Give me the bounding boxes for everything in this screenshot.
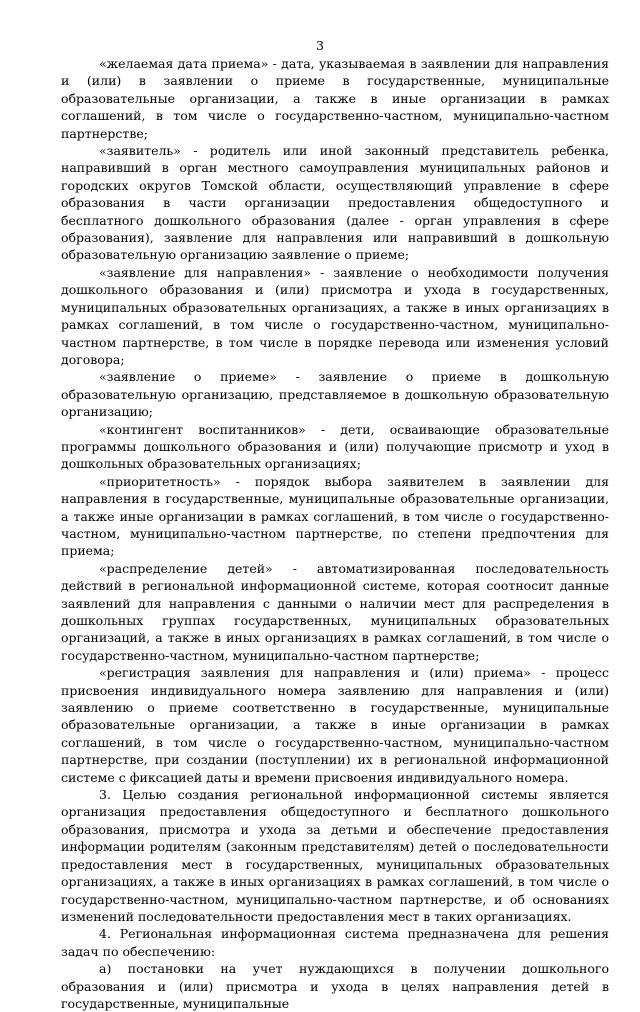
document-body — [61, 55, 609, 1012]
clause-4-tasks: 4. Региональная информационная система предназначена для решения задач по обеспечению: — [61, 926, 609, 959]
definition-applicant: «заявитель» - родитель или иной законный представитель ребенка, направивший в орган местного самоуправления муниципальных районов и городских округов Томской области, осуществляющий управление в сфере образования в части организации предоставления общедоступного и бесплатного дошкольного образования (далее - орган управления в сфере образования), заявление для направления или направивший в дошкольную образовательную организацию заявление о приеме; — [61, 143, 609, 263]
definition-pupil-contingent: «контингент воспитанников» - дети, осваивающие образовательные программы дошкольного образования и (или) получающие присмотр и уход в дошкольных образовательных организациях; — [61, 421, 609, 472]
page-number: 3 — [316, 38, 324, 53]
clause-4a-registration: а) постановки на учет нуждающихся в получении дошкольного образования и (или) присмотра и ухода в целях направления детей в государственные, муниципальные — [61, 961, 609, 1011]
definition-referral-application: «заявление для направления» - заявление о необходимости получения дошкольного образования и (или) присмотра и ухода в государственных, муниципальных образовательных организациях, а также в иных организациях в рамках соглашений, в том числе о государственно-частном, муниципально-частном партнерстве, в том числе в порядке перевода или изменения условий договора; — [61, 264, 609, 367]
definition-desired-date: «желаемая дата приема» - дата, указываемая в заявлении для направления и (или) в заявлении о приеме в государственные, муниципальные образовательные организации, а также в иные организации в рамках соглашений, в том числе о государственно-частном, муниципально-частном партнерстве; — [61, 56, 609, 141]
definition-child-distribution: «распределение детей» - автоматизированная последовательность действий в региональной информационной системе, которая соотносит данные заявлений для направления с данными о наличии мест для распределения в дошкольных группах государственных, муниципальных образовательных организаций, а также в иных организациях в рамках соглашений, в том числе о государственно-частном, муниципально-частном партнерстве; — [61, 560, 609, 663]
definition-admission-application: «заявление о приеме» - заявление о приеме в дошкольную образовательную организацию, представляемое в дошкольную образовательную организацию; — [61, 369, 609, 420]
clause-3-purpose: 3. Целью создания региональной информационной системы является организация предоставления общедоступного и бесплатного дошкольного образования, присмотра и ухода за детьми и обеспечение предоставления информации родителям (законным представителям) детей о последовательности предоставления мест в государственных, муниципальных образовательных организациях, а также в иных организациях в рамках соглашений, в том числе о государственно-частном, муниципально-частном партнерстве, и об основаниях изменений последовательности предоставления мест в таких организациях. — [61, 787, 609, 924]
definition-priority: «приоритетность» - порядок выбора заявителем в заявлении для направления в государственные, муниципальные образовательные организации, а также иные организации в рамках соглашений, в том числе о государственно-частном, муниципально-частном партнерстве, по степени предпочтения для приема; — [61, 473, 609, 559]
definition-application-registration: «регистрация заявления для направления и (или) приема» - процесс присвоения индивидуального номера заявлению для направления и (или) заявлению о приеме соответственно в государственные, муниципальные образовательные организации, а также в иные организации в рамках соглашений, в том числе о государственно-частном, муниципально-частном партнерстве, при создании (поступлении) их в региональной информационной системе с фиксацией даты и времени присвоения индивидуального номера. — [61, 665, 609, 785]
